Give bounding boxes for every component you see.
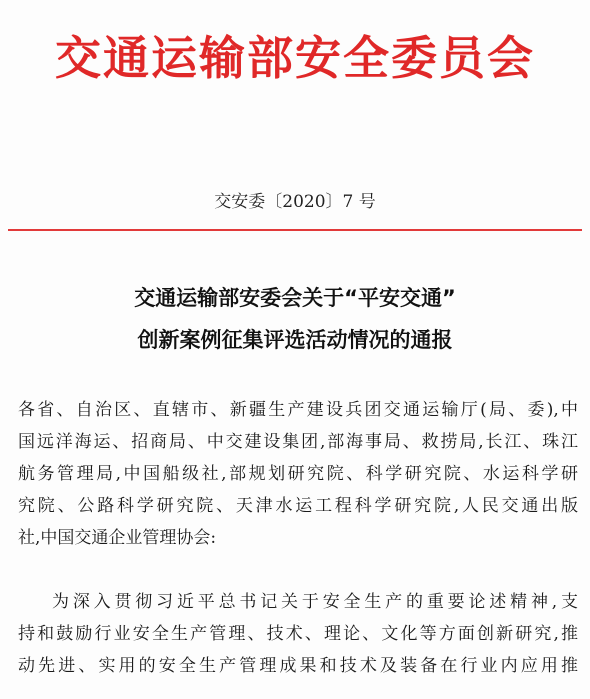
red-separator-line [8,229,582,231]
addressee-line: 究院、公路科学研究院、天津水运工程科学研究院,人民交通出版 [18,496,578,516]
addressee-line: 航务管理局,中国船级社,部规划研究院、科学研究院、水运科学研 [18,464,578,484]
document-number: 交安委〔2020〕7 号 [214,192,376,212]
paragraph-line: 持和鼓励行业安全生产管理、技术、理论、文化等方面创新研究,推 [18,624,578,644]
document-title-line-1: 交通运输部安委会关于“平安交通” [134,286,456,310]
addressee-line: 各省、自治区、直辖市、新疆生产建设兵团交通运输厅(局、委),中 [18,400,578,420]
document-title-line-2: 创新案例征集评选活动情况的通报 [137,328,453,352]
addressee-line: 国远洋海运、招商局、中交建设集团,部海事局、救捞局,长江、珠江 [18,432,578,452]
paragraph-line: 为深入贯彻习近平总书记关于安全生产的重要论述精神,支 [52,592,578,612]
addressee-line: 社,中国交通企业管理协会: [18,528,217,548]
paragraph-line: 动先进、实用的安全生产管理成果和技术及装备在行业内应用推 [18,656,578,676]
masthead-title: 交通运输部安全委员会 [55,31,535,85]
